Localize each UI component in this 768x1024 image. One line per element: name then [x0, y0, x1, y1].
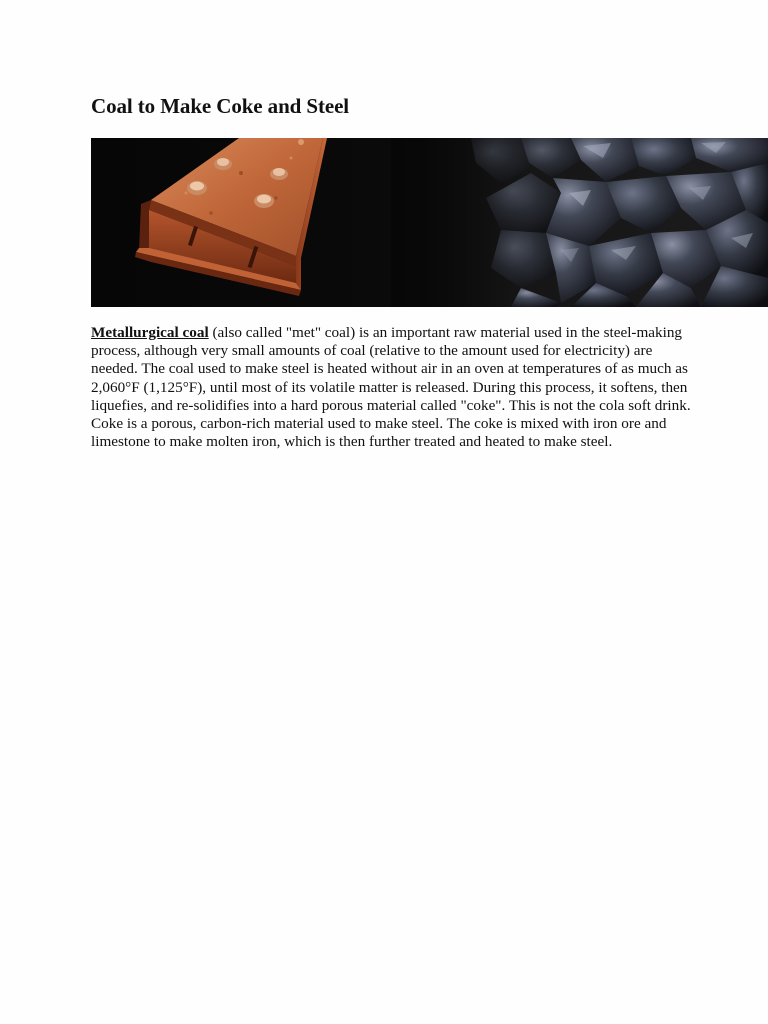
body-paragraph — [91, 324, 691, 451]
banner-image — [91, 138, 768, 307]
metallurgical-coal-link[interactable]: Metallurgical coal — [91, 324, 209, 341]
steel-and-coal-illustration — [91, 138, 768, 307]
page-title: Coal to Make Coke and Steel — [91, 94, 350, 118]
paragraph-body-text: (also called "met" coal) is an important raw material used in the steel-making process, although very small amounts of coal (relative to the amount used for electricity) are needed. The coal used to make steel is heated without air in an oven at temperatures of as much as 2,060°F (1,125°F), until most of its volatile matter is released. During this process, it softens, then liquefies, and re-solidifies into a hard porous material called "coke". This is not the cola soft drink. Coke is a porous, carbon-rich material used to make steel. The coke is mixed with iron ore and limestone to make molten iron, which is then further treated and heated to make steel. — [91, 324, 691, 451]
